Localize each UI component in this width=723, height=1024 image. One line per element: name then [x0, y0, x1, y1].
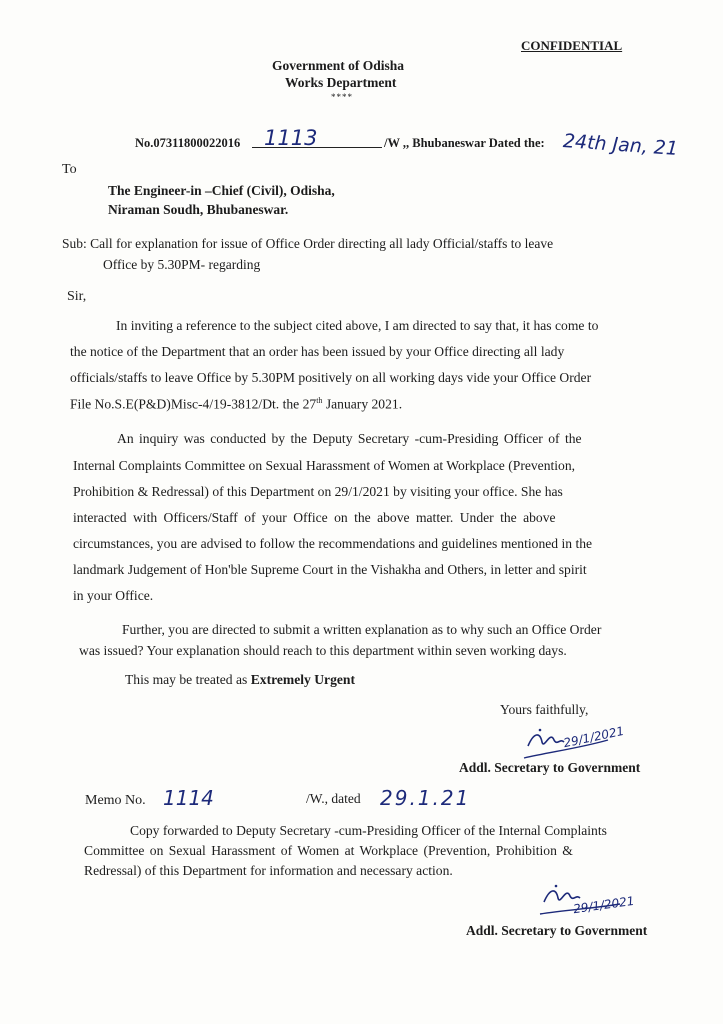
salutation: Sir,	[67, 289, 87, 304]
signature-2-designation: Addl. Secretary to Government	[466, 923, 648, 938]
signature-2-date: 29/1/2021	[572, 893, 636, 917]
subject-line2: Office by 5.30PM- regarding	[103, 257, 261, 272]
memo-dated-label: /W., dated	[306, 791, 361, 806]
copy-line2: Committee on Sexual Harassment of Women at Workplace (Prevention, Prohibition &	[84, 843, 573, 858]
memo-label: Memo No.	[85, 793, 146, 808]
addressee-line1: The Engineer-in –Chief (Civil), Odisha,	[108, 183, 335, 198]
para1-line3: officials/staffs to leave Office by 5.30PM positively on all working days vide your Office Order	[70, 370, 592, 385]
signature-1-designation: Addl. Secretary to Government	[459, 760, 641, 775]
addressee-line2: Niraman Soudh, Bhubaneswar.	[108, 202, 289, 217]
para2-line4: interacted with Officers/Staff of your Office on the above matter. Under the above	[73, 510, 556, 525]
header-stars: ****	[331, 92, 353, 102]
para2-line3: Prohibition & Redressal) of this Department on 29/1/2021 by visiting your office. She has	[73, 484, 563, 499]
ref-date: 24th Jan, 21	[562, 130, 679, 161]
para1-line4: File No.S.E(P&D)Misc-4/19-3812/Dt. the 27th January 2021.	[70, 396, 403, 412]
closing: Yours faithfully,	[500, 702, 589, 717]
para2-line5: circumstances, you are advised to follow the recommendations and guidelines mentioned in the	[73, 536, 593, 551]
para2-line2: Internal Complaints Committee on Sexual Harassment of Women at Workplace (Prevention,	[73, 458, 576, 473]
memo-date: 29.1.21	[380, 786, 471, 810]
confidential-label: CONFIDENTIAL	[521, 38, 623, 53]
para2-line7: in your Office.	[73, 588, 154, 603]
to-label: To	[62, 162, 77, 177]
para2-line1: An inquiry was conducted by the Deputy Secretary -cum-Presiding Officer of the	[117, 431, 582, 446]
para2-line6: landmark Judgement of Hon'ble Supreme Court in the Vishakha and Others, in letter and spirit	[73, 562, 587, 577]
signature-1-date: 29/1/2021	[562, 723, 626, 751]
para1-line2: the notice of the Department that an order has been issued by your Office directing all lady	[70, 344, 565, 359]
ref-prefix: No.07311800022016	[135, 136, 241, 150]
copy-line3: Redressal) of this Department for information and necessary action.	[84, 863, 453, 878]
para3-line1: Further, you are directed to submit a written explanation as to why such an Office Order	[122, 622, 602, 637]
header-department: Works Department	[285, 75, 397, 90]
header-government: Government of Odisha	[272, 58, 405, 73]
subject-line1: Sub: Call for explanation for issue of Office Order directing all lady Official/staffs to leave	[62, 236, 554, 251]
para3-line2: was issued? Your explanation should reach to this department within seven working days.	[79, 643, 567, 658]
para1-line1: In inviting a reference to the subject cited above, I am directed to say that, it has come to	[116, 318, 599, 333]
ref-number: 1113	[264, 126, 318, 150]
ref-suffix: /W ,, Bhubaneswar Dated the:	[384, 136, 545, 150]
copy-line1: Copy forwarded to Deputy Secretary -cum-Presiding Officer of the Internal Complaints	[130, 823, 607, 838]
memo-number: 1114	[163, 786, 214, 810]
urgency-note: This may be treated as Extremely Urgent	[125, 672, 356, 687]
